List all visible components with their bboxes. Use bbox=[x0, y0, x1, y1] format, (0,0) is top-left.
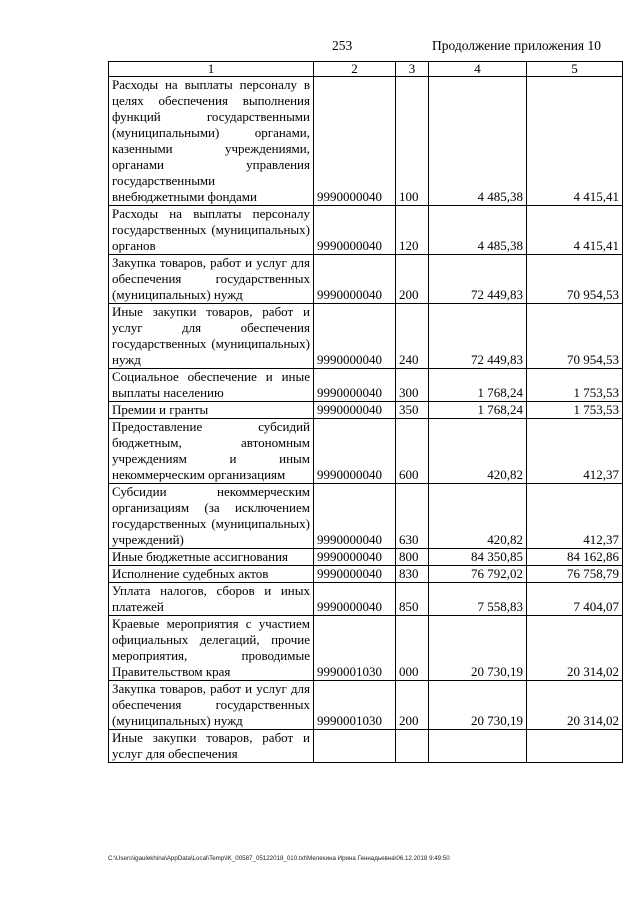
row-amount-actual: 412,37 bbox=[527, 484, 623, 549]
row-expense-type: 240 bbox=[396, 304, 429, 369]
row-code: 9990000040 bbox=[314, 402, 396, 419]
row-amount-plan: 4 485,38 bbox=[429, 77, 527, 206]
row-expense-type: 600 bbox=[396, 419, 429, 484]
row-code: 9990000040 bbox=[314, 255, 396, 304]
row-expense-type bbox=[396, 730, 429, 763]
row-amount-actual: 412,37 bbox=[527, 419, 623, 484]
row-expense-type: 120 bbox=[396, 206, 429, 255]
row-amount-actual: 4 415,41 bbox=[527, 77, 623, 206]
row-code: 9990000040 bbox=[314, 484, 396, 549]
row-amount-actual: 7 404,07 bbox=[527, 583, 623, 616]
row-expense-type: 800 bbox=[396, 549, 429, 566]
row-code: 9990001030 bbox=[314, 681, 396, 730]
row-description: Исполнение судебных актов bbox=[109, 566, 314, 583]
row-expense-type: 830 bbox=[396, 566, 429, 583]
row-code: 9990000040 bbox=[314, 419, 396, 484]
row-description: Предоставление субсидий бюджетным, автономным учреждениям и иным некоммерческим организациям bbox=[109, 419, 314, 484]
page-number: 253 bbox=[332, 38, 353, 53]
row-expense-type: 630 bbox=[396, 484, 429, 549]
table-row bbox=[109, 77, 623, 206]
row-code: 9990000040 bbox=[314, 206, 396, 255]
column-header: 3 bbox=[396, 62, 429, 77]
row-description: Расходы на выплаты персоналу в целях обеспечения выполнения функций государственными (муниципальными) органами, казенными учреждениями, органами управления государственными внебюджетными фондами bbox=[109, 77, 314, 206]
row-amount-plan: 4 485,38 bbox=[429, 206, 527, 255]
row-expense-type: 100 bbox=[396, 77, 429, 206]
row-code bbox=[314, 730, 396, 763]
row-amount-plan: 84 350,85 bbox=[429, 549, 527, 566]
row-code: 9990000040 bbox=[314, 583, 396, 616]
row-code: 9990000040 bbox=[314, 566, 396, 583]
row-description: Иные бюджетные ассигнования bbox=[109, 549, 314, 566]
row-code: 9990001030 bbox=[314, 616, 396, 681]
row-description: Краевые мероприятия с участием официальных делегаций, прочие мероприятия, проводимые Правительством края bbox=[109, 616, 314, 681]
row-amount-plan: 76 792,02 bbox=[429, 566, 527, 583]
row-description: Социальное обеспечение и иные выплаты населению bbox=[109, 369, 314, 402]
table-row bbox=[109, 730, 623, 763]
row-expense-type: 300 bbox=[396, 369, 429, 402]
row-amount-actual bbox=[527, 730, 623, 763]
table-row bbox=[109, 484, 623, 549]
row-amount-plan: 1 768,24 bbox=[429, 369, 527, 402]
row-code: 9990000040 bbox=[314, 369, 396, 402]
row-amount-plan: 20 730,19 bbox=[429, 681, 527, 730]
row-expense-type: 350 bbox=[396, 402, 429, 419]
row-amount-plan: 420,82 bbox=[429, 484, 527, 549]
row-amount-actual: 1 753,53 bbox=[527, 369, 623, 402]
row-description: Расходы на выплаты персоналу государственных (муниципальных) органов bbox=[109, 206, 314, 255]
row-amount-actual: 84 162,86 bbox=[527, 549, 623, 566]
column-header: 2 bbox=[314, 62, 396, 77]
file-path-footer: C:\Users\igaulekhina\AppData\Local\Temp\IK_00587_05122018_010.txt\Мелехина Ирина Геннадьевна\06.12.2018 9:49:50 bbox=[108, 855, 450, 862]
row-description: Премии и гранты bbox=[109, 402, 314, 419]
budget-table-body bbox=[109, 62, 623, 763]
row-expense-type: 850 bbox=[396, 583, 429, 616]
row-amount-actual: 20 314,02 bbox=[527, 681, 623, 730]
row-expense-type: 200 bbox=[396, 681, 429, 730]
row-amount-plan: 20 730,19 bbox=[429, 616, 527, 681]
row-description: Закупка товаров, работ и услуг для обеспечения государственных (муниципальных) нужд bbox=[109, 681, 314, 730]
row-amount-actual: 76 758,79 bbox=[527, 566, 623, 583]
table-row bbox=[109, 566, 623, 583]
table-row bbox=[109, 616, 623, 681]
row-amount-plan bbox=[429, 730, 527, 763]
table-row bbox=[109, 206, 623, 255]
row-amount-actual: 1 753,53 bbox=[527, 402, 623, 419]
row-description: Иные закупки товаров, работ и услуг для обеспечения государственных (муниципальных) нужд bbox=[109, 304, 314, 369]
row-amount-actual: 4 415,41 bbox=[527, 206, 623, 255]
table-row bbox=[109, 369, 623, 402]
row-description: Уплата налогов, сборов и иных платежей bbox=[109, 583, 314, 616]
row-amount-plan: 420,82 bbox=[429, 419, 527, 484]
row-amount-plan: 7 558,83 bbox=[429, 583, 527, 616]
budget-table bbox=[108, 61, 623, 763]
table-row bbox=[109, 549, 623, 566]
row-description: Закупка товаров, работ и услуг для обеспечения государственных (муниципальных) нужд bbox=[109, 255, 314, 304]
column-number-row bbox=[109, 62, 623, 77]
table-row bbox=[109, 583, 623, 616]
row-code: 9990000040 bbox=[314, 77, 396, 206]
row-code: 9990000040 bbox=[314, 304, 396, 369]
table-row bbox=[109, 419, 623, 484]
table-row bbox=[109, 304, 623, 369]
column-header: 4 bbox=[429, 62, 527, 77]
table-row bbox=[109, 681, 623, 730]
row-amount-plan: 72 449,83 bbox=[429, 255, 527, 304]
row-amount-actual: 70 954,53 bbox=[527, 255, 623, 304]
row-expense-type: 200 bbox=[396, 255, 429, 304]
table-row bbox=[109, 255, 623, 304]
row-description: Иные закупки товаров, работ и услуг для обеспечения bbox=[109, 730, 314, 763]
row-amount-actual: 20 314,02 bbox=[527, 616, 623, 681]
column-header: 5 bbox=[527, 62, 623, 77]
row-expense-type: 000 bbox=[396, 616, 429, 681]
column-header: 1 bbox=[109, 62, 314, 77]
row-description: Субсидии некоммерческим организациям (за исключением государственных (муниципальных) учреждений) bbox=[109, 484, 314, 549]
row-amount-actual: 70 954,53 bbox=[527, 304, 623, 369]
row-code: 9990000040 bbox=[314, 549, 396, 566]
row-amount-plan: 1 768,24 bbox=[429, 402, 527, 419]
table-row bbox=[109, 402, 623, 419]
row-amount-plan: 72 449,83 bbox=[429, 304, 527, 369]
appendix-title: Продолжение приложения 10 bbox=[432, 38, 602, 53]
